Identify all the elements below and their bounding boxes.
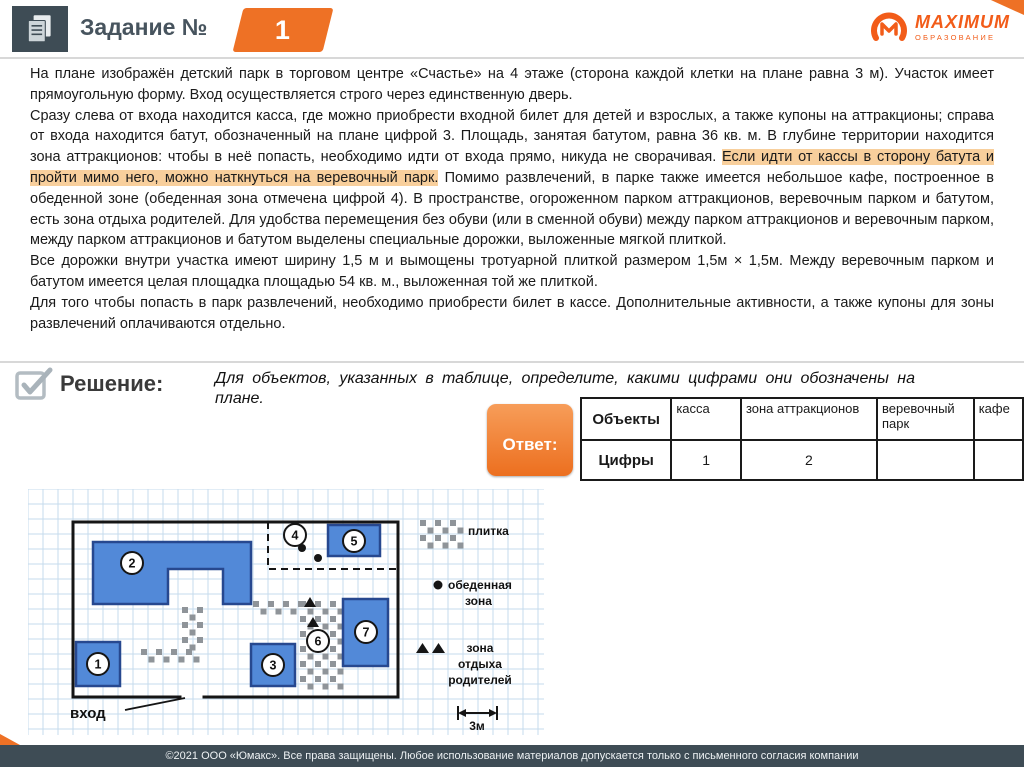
- park-plan: [28, 489, 544, 735]
- attractions-zone-shape: [93, 542, 251, 604]
- plan-marker-7: [355, 621, 377, 643]
- answer-button[interactable]: Ответ:: [487, 404, 573, 476]
- entrance-pointer-line: [125, 698, 185, 710]
- answer-value-rope-park[interactable]: [877, 440, 974, 480]
- plan-marker-4: [284, 524, 306, 546]
- plan-marker-3: [262, 654, 284, 676]
- footer-bar: [0, 745, 1024, 767]
- task-text-block: [30, 64, 994, 334]
- answer-value-cafe[interactable]: [974, 440, 1023, 480]
- legend-tile-label: плитка: [468, 524, 509, 538]
- plan-marker-5: [343, 530, 365, 552]
- task-paragraph-2: [30, 106, 994, 252]
- svg-text:6: 6: [314, 634, 322, 649]
- answer-table: [580, 397, 1024, 481]
- solution-prompt: Для объектов, указанных в таблице, определите, какими цифрами они обозначены на плане.: [215, 370, 915, 407]
- answer-table-values-row: [581, 440, 1023, 480]
- plan-marker-1: [87, 653, 109, 675]
- brand-subtitle: ОБРАЗОВАНИЕ: [915, 32, 996, 42]
- answer-value-kassa[interactable]: 1: [671, 440, 741, 480]
- svg-text:3: 3: [269, 658, 277, 673]
- entrance-label: вход: [70, 705, 106, 722]
- task-paragraph-1: На плане изображён детский парк в торговом центре «Счастье» на 4 этаже (сторона каждой клетки на плане равна 3 м). Участок имеет прямоугольную форму. Вход осуществляется строго через единственную дверь.: [30, 66, 994, 103]
- maximum-logo-icon: [869, 7, 909, 47]
- legend-dining-label-line1: обеденная: [448, 578, 512, 592]
- answer-col-kassa: касса: [671, 398, 741, 440]
- plan-marker-6: [307, 630, 329, 652]
- answer-col-cafe: кафе: [974, 398, 1023, 440]
- park-plan-container: [28, 489, 544, 735]
- svg-text:7: 7: [362, 625, 370, 640]
- brand-logo: [869, 7, 1010, 47]
- task-paragraph-2-after: Помимо развлечений, в парке также имеется небольшое кафе, построенное в обеденной зоне (обеденная зона отмечена цифрой 4). В пространстве, огороженном парком аттракционов, веревочным парком и батутом, есть зона отдыха родителей. Для удобства перемещения без обуви (или в сменной обуви) между парком аттракционов и веревочным парком, между парком аттракционов и батутом выделены специальные дорожки, выложенные мягкой плиткой.: [30, 169, 994, 249]
- answer-table-header-row: [581, 398, 1023, 440]
- task-icon-box: [12, 6, 68, 52]
- scale-label: 3м: [469, 719, 485, 733]
- legend-dining-dot: [434, 581, 443, 590]
- legend-rest-triangle: [432, 643, 445, 653]
- svg-text:1: 1: [94, 657, 102, 672]
- task-number-value: 1: [275, 14, 291, 45]
- legend-rest-label-line2: отдыха: [458, 657, 502, 671]
- tile-path-upper: [253, 601, 304, 615]
- answer-col-attractions: зона аттракционов: [741, 398, 877, 440]
- header-divider: [0, 57, 1024, 59]
- answer-row-label: Цифры: [581, 440, 671, 480]
- svg-text:2: 2: [128, 556, 136, 571]
- task-number-badge: [233, 8, 334, 52]
- task-paragraph-4: Для того чтобы попасть в парк развлечений, необходимо приобрести билет в кассе. Дополнительные активности, а также купоны для зоны развлечений оплачиваются отдельно.: [30, 294, 994, 332]
- answer-table-corner: Объекты: [581, 398, 671, 440]
- brand-name: MAXIMUM: [915, 11, 1010, 32]
- svg-text:5: 5: [350, 534, 358, 549]
- tile-path-left: [141, 649, 200, 663]
- answer-value-attractions[interactable]: 2: [741, 440, 877, 480]
- svg-text:4: 4: [291, 528, 299, 543]
- solution-heading: Решение:: [60, 371, 164, 396]
- page-title: Задание №: [80, 14, 208, 40]
- legend-dining-label-line2: зона: [465, 594, 492, 608]
- task-paragraph-3: Все дорожки внутри участка имеют ширину 1,5 м и вымощены тротуарной плиткой размером 1,5м × 1,5м. Между веревочным парком и батутом имеется целая площадка площадью 54 кв. м., выложенная той же плиткой.: [30, 253, 994, 290]
- brand-logo-text: [915, 13, 1010, 42]
- plan-marker-2: [121, 552, 143, 574]
- legend-rest-label-line3: родителей: [448, 673, 512, 687]
- dining-dot: [314, 554, 322, 562]
- task-paragraph-2-before: Сразу слева от входа находится касса, где можно приобрести входной билет для детей и взрослых, а также купоны на аттракционы; справа от входа находится батут, обозначенный на плане цифрой 3. Площадь, занятая батутом, равна 36 кв. м. В глубине территории находится зона аттракционов: чтобы в неё попасть, необходимо идти от входа прямо, никуда не сворачивая.: [30, 107, 994, 166]
- checkbox-icon: [14, 367, 54, 401]
- copyright-text: ©2021 ООО «Юмакс». Все права защищены. Любое использование материалов допускается только с письменного согласия компании: [165, 750, 859, 762]
- corner-decoration-bottom-left: [0, 734, 20, 745]
- documents-icon: [23, 12, 57, 46]
- legend-rest-label-line1: зона: [466, 641, 494, 655]
- highlighted-sentence: Если идти от кассы в сторону батута и пройти мимо него, можно наткнуться на веревочный парк.: [30, 149, 994, 186]
- section-divider: [0, 361, 1024, 363]
- answer-col-rope-park: веревочный парк: [877, 398, 974, 440]
